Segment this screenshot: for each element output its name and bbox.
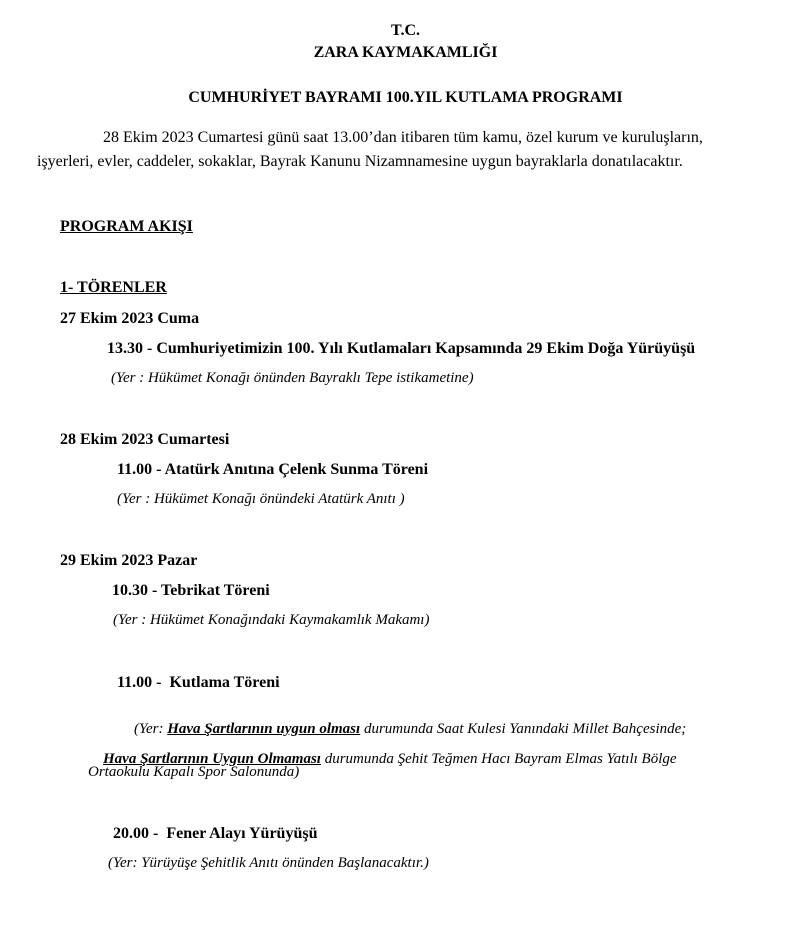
day3-event2: 11.00 - Kutlama Töreni: [117, 674, 280, 691]
day2-location: (Yer : Hükümet Konağı önündeki Atatürk Anıtı ): [117, 491, 405, 507]
day3-event3: 20.00 - Fener Alayı Yürüyüşü: [113, 825, 318, 842]
day3-location3: (Yer: Yürüyüşe Şehitlik Anıtı önünden Başlanacaktır.): [108, 855, 429, 871]
section-title: 1- TÖRENLER: [60, 279, 167, 296]
day1-location: (Yer : Hükümet Konağı önünden Bayraklı Tepe istikametine): [111, 370, 474, 386]
day2-event: 11.00 - Atatürk Anıtına Çelenk Sunma Töreni: [117, 461, 429, 478]
location-good-text: durumunda Saat Kulesi Yanındaki Millet Bahçesinde;: [360, 721, 687, 737]
location-bad-text: durumunda Şehit Teğmen Hacı Bayram Elmas Yatılı Bölge: [320, 751, 677, 767]
intro-line-1: 28 Ekim 2023 Cumartesi günü saat 13.00’dan itibaren tüm kamu, özel kurum ve kuruluşların,: [103, 129, 703, 146]
location-prefix: (Yer:: [134, 721, 168, 737]
day3-event1: 10.30 - Tebrikat Töreni: [112, 582, 270, 599]
day2-date: 28 Ekim 2023 Cumartesi: [60, 431, 230, 448]
day3-location1: (Yer : Hükümet Konağındaki Kaymakamlık Makamı): [113, 612, 430, 628]
day1-event: 13.30 - Cumhuriyetimizin 100. Yılı Kutlamaları Kapsamında 29 Ekim Doğa Yürüyüşü: [107, 340, 696, 357]
header-institution: ZARA KAYMAKAMLIĞI: [313, 44, 498, 61]
document-title: CUMHURİYET BAYRAMI 100.YIL KUTLAMA PROGRAMI: [188, 89, 623, 106]
day3-location2-line3: Ortaokulu Kapalı Spor Salonunda): [88, 764, 300, 780]
weather-bad-condition: Hava Şartlarının Uygun Olmaması: [103, 751, 321, 767]
day3-date: 29 Ekim 2023 Pazar: [60, 552, 198, 569]
weather-good-condition: Hava Şartlarının uygun olması: [167, 721, 361, 737]
intro-line-2: işyerleri, evler, caddeler, sokaklar, Bayrak Kanunu Nizamnamesine uygun bayraklarla donatılacaktır.: [37, 153, 683, 170]
header-tc: T.C.: [390, 22, 421, 39]
day1-date: 27 Ekim 2023 Cuma: [60, 310, 200, 327]
program-heading: PROGRAM AKIŞI: [60, 218, 193, 235]
